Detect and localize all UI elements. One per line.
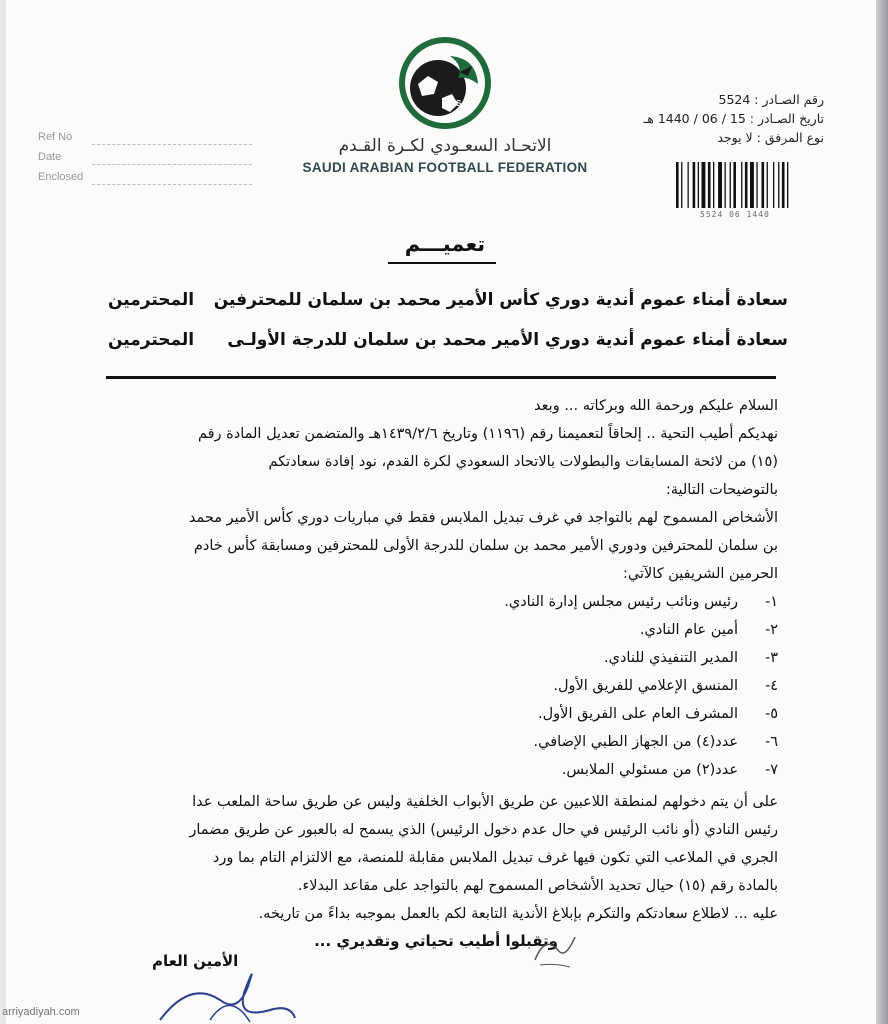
honorific-2: المحترمين (108, 330, 195, 350)
closing-remark: وتقبلوا أطيب تحياتي وتقديري ... (314, 932, 558, 950)
barcode-bar (741, 162, 742, 208)
para1-line2: (١٥) من لائحة المسابقات والبطولات بالاتحاد السعودي لكرة القدم، نود إفادة سعادتكم (268, 454, 778, 470)
list-number: ٧- (764, 762, 778, 778)
issue-number: رقم الصـادر : 5524 (718, 92, 824, 107)
barcode-bar (676, 162, 679, 208)
para1-line1: نهديكم أطيب التحية .. إلحاقاً لتعميمنا رقم (١١٩٦) وتاريخ ١٤٣٩/٢/٦هـ والمتضمن تعديل المادة رقم (197, 426, 778, 442)
ref-no-label: Ref No (38, 131, 73, 143)
barcode-bar (718, 162, 722, 208)
list-text: رئيس ونائب رئيس مجلس إدارة النادي. (504, 594, 738, 610)
date-line (92, 164, 252, 165)
separator-rule (106, 376, 776, 379)
barcode-bar (745, 162, 748, 208)
list-item (504, 594, 778, 610)
attachment-type: نوع المرفق : لا يوجد (717, 130, 824, 145)
para3-line4: بالمادة رقم (١٥) حيال تحديد الأشخاص المسموح لهم بالتواجد على مقاعد البدلاء. (297, 878, 778, 894)
logo-text: SAFF (456, 99, 477, 108)
barcode-bar (698, 162, 699, 208)
issue-date: تاريخ الصـادر : 15 / 06 / 1440 هـ (643, 111, 824, 126)
barcode-bar (730, 162, 731, 208)
list-item (534, 734, 778, 750)
barcode-bar (733, 162, 736, 208)
honorific-1: المحترمين (108, 290, 195, 310)
para1-line3: بالتوضيحات التالية: (665, 482, 778, 498)
greeting: السلام عليكم ورحمة الله وبركاته ... وبعد (534, 398, 778, 414)
barcode-bar (782, 162, 785, 208)
circular-title: تعميـــم (404, 232, 486, 256)
enclosed-label: Enclosed (38, 171, 84, 183)
federation-name-arabic: الاتحـاد السعـودي لكـرة القـدم (338, 136, 552, 156)
barcode-bar (688, 162, 689, 208)
federation-name-english: SAUDI ARABIAN FOOTBALL FEDERATION (302, 160, 588, 175)
list-number: ٢- (764, 622, 778, 638)
list-number: ٣- (764, 650, 778, 666)
list-text: عدد(٢) من مسئولي الملابس. (561, 762, 738, 778)
barcode-number: 5524 06 1440 (700, 210, 770, 219)
para2-line1: الأشخاص المسموح لهم بالتواجد في غرف تبديل الملابس فقط في مباريات دوري كأس الأمير محمد (188, 510, 778, 526)
barcode (676, 162, 824, 210)
barcode-bar (767, 162, 768, 208)
list-item (553, 678, 778, 694)
barcode-bar (681, 162, 682, 208)
ref-no-line (92, 144, 252, 145)
list-number: ٥- (764, 706, 778, 722)
list-text: المشرف العام على الفريق الأول. (538, 706, 738, 722)
barcode-bar (693, 162, 696, 208)
barcode-bar (762, 162, 765, 208)
list-number: ٦- (764, 734, 778, 750)
handwritten-signature (150, 960, 300, 1024)
barcode-bar (713, 162, 714, 208)
barcode-bar (756, 162, 757, 208)
barcode-bar (725, 162, 726, 208)
para3-line1: على أن يتم دخولهم لمنطقة اللاعبين عن طريق الأبواب الخلفية وليس عن طريق ساحة الملعب عدا (192, 794, 778, 810)
list-item (604, 650, 778, 666)
barcode-bar (702, 162, 706, 208)
barcode-bar (778, 162, 779, 208)
saff-logo (398, 36, 492, 130)
list-item (538, 706, 778, 722)
list-text: المنسق الإعلامي للفريق الأول. (553, 678, 738, 694)
addressee-2: سعادة أمناء عموم أندية دوري الأمير محمد بن سلمان للدرجة الأولـى (227, 330, 788, 350)
list-text: المدير التنفيذي للنادي. (604, 650, 738, 666)
list-number: ٤- (764, 678, 778, 694)
para2-line2: بن سلمان للمحترفين ودوري الأمير محمد بن سلمان للدرجة الأولى للمحترفين ومسابقة كأس خادم (193, 538, 778, 554)
barcode-bar (708, 162, 711, 208)
para4: عليه ... لاطلاع سعادتكم والتكرم بإبلاغ الأندية التابعة لكم بالعمل بموجبه بداءً من تاريخه. (258, 906, 778, 922)
signatory-title: الأمين العام (152, 952, 239, 970)
addressee-1: سعادة أمناء عموم أندية دوري كأس الأمير محمد بن سلمان للمحترفين (213, 290, 788, 310)
para3-line2: رئيس النادي (أو نائب الرئيس في حال عدم دخول الرئيس) الذي يسمح له بالعبور عن طريق مضمار (189, 822, 778, 838)
list-text: عدد(٤) من الجهاز الطبي الإضافي. (533, 734, 738, 750)
handwritten-initials (530, 925, 580, 970)
enclosed-line (92, 184, 252, 185)
list-item (562, 762, 778, 778)
para2-line3: الحرمين الشريفين كالآتي: (623, 566, 778, 582)
page-edge (876, 0, 888, 1024)
date-label: Date (38, 151, 62, 163)
watermark: arriyadiyah.com (2, 1006, 80, 1018)
barcode-bar (787, 162, 788, 208)
para3-line3: الجري في الملاعب التي تكون فيها غرف تبديل الملابس مقابلة للمنصة، مع الالتزام التام بما ورد (212, 850, 778, 866)
title-underline (388, 262, 496, 264)
barcode-bar (773, 162, 774, 208)
list-number: ١- (764, 594, 778, 610)
list-item (640, 622, 778, 638)
list-text: أمين عام النادي. (639, 622, 738, 638)
barcode-bar (750, 162, 754, 208)
